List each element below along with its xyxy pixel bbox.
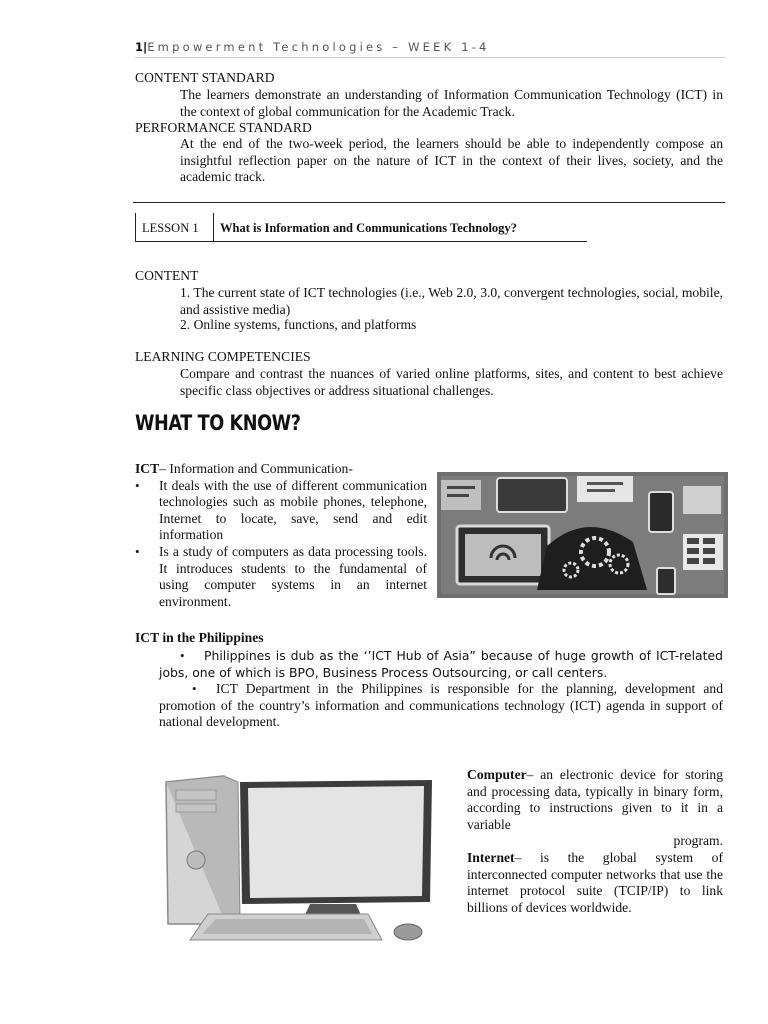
desktop-computer-illustration-icon: [160, 774, 436, 946]
philippines-bullet-list: [135, 648, 723, 731]
content-item: 2. Online systems, functions, and platforms: [180, 317, 417, 332]
ict-collage-illustration-icon: [437, 472, 728, 598]
computer-term: Computer: [467, 767, 527, 782]
list-item: [135, 681, 723, 731]
lesson-underline: [135, 241, 587, 242]
internet-term: Internet: [467, 849, 515, 865]
philippines-heading: ICT in the Philippines: [135, 630, 264, 645]
definitions-block: [467, 767, 723, 916]
learning-competencies-label: LEARNING COMPETENCIES: [135, 349, 311, 364]
ict-lead: [135, 461, 427, 478]
list-item: [135, 648, 723, 681]
lesson-number: LESSON 1: [142, 221, 199, 235]
computer-definition-tail: program.: [673, 833, 723, 849]
ict-term: ICT: [135, 461, 160, 476]
performance-standard-label: PERFORMANCE STANDARD: [135, 120, 312, 135]
content-label: CONTENT: [135, 268, 199, 283]
ict-definition: – Information and Communication-: [159, 461, 353, 476]
content-item: 1. The current state of ICT technologies (i.e., Web 2.0, 3.0, convergent technologies, social, mobile, and assistive media): [180, 285, 723, 317]
list-item: • Is a study of computers as data processing tools. It introduces students to the fundamental of using computer systems in an internet environment.: [135, 544, 427, 610]
learning-competencies-text: Compare and contrast the nuances of varied online platforms, sites, and content to best achieve specific class objectives or address situational challenges.: [180, 366, 723, 398]
section-divider: [133, 202, 725, 203]
content-standard-text: The learners demonstrate an understanding of Information Communication Technology (ICT) in the context of global communication for the Academic Track.: [180, 87, 723, 119]
ict-bullet-list: [135, 478, 427, 611]
philippines-section: [135, 648, 723, 731]
lesson-separator: [213, 213, 214, 241]
lesson-box: [135, 213, 136, 241]
page-header: [135, 39, 490, 56]
lesson-title: What is Information and Communications Technology?: [220, 221, 517, 235]
philippines-bullet-text: Philippines is dub as the ‘’ICT Hub of Asia” because of huge growth of ICT-related jobs, one of which is BPO, Business Process Outsourcing, or call centers.: [159, 648, 723, 680]
header-rule: [135, 57, 725, 58]
page-number: 1: [135, 40, 144, 54]
header-separator: |: [143, 40, 148, 54]
course-title: Empowerment Technologies – WEEK 1-4: [147, 40, 490, 54]
philippines-bullet-text: ICT Department in the Philippines is responsible for the planning, development and promotion of the country’s information and communications technology (ICT) agenda in support of national development.: [159, 681, 723, 730]
list-item: • It deals with the use of different communication technologies such as mobile phones, telephone, Internet to locate, save, send and edit information: [135, 478, 427, 544]
ict-section: [135, 461, 427, 610]
performance-standard-text: At the end of the two-week period, the learners should be able to independently compose an insightful reflection paper on the nature of ICT in the context of their lives, society, and the academic track.: [180, 136, 723, 185]
content-standard-label: CONTENT STANDARD: [135, 70, 275, 85]
internet-definition: – is the global system of interconnected computer networks that use the internet protocol suite (TCIP/IP) to link billions of devices worldwide.: [467, 849, 723, 915]
what-to-know-heading: WHAT TO KNOW?: [135, 411, 301, 435]
computer-definition: – an electronic device for storing and processing data, typically in binary form, according to instructions given to it in a variable: [467, 767, 723, 832]
